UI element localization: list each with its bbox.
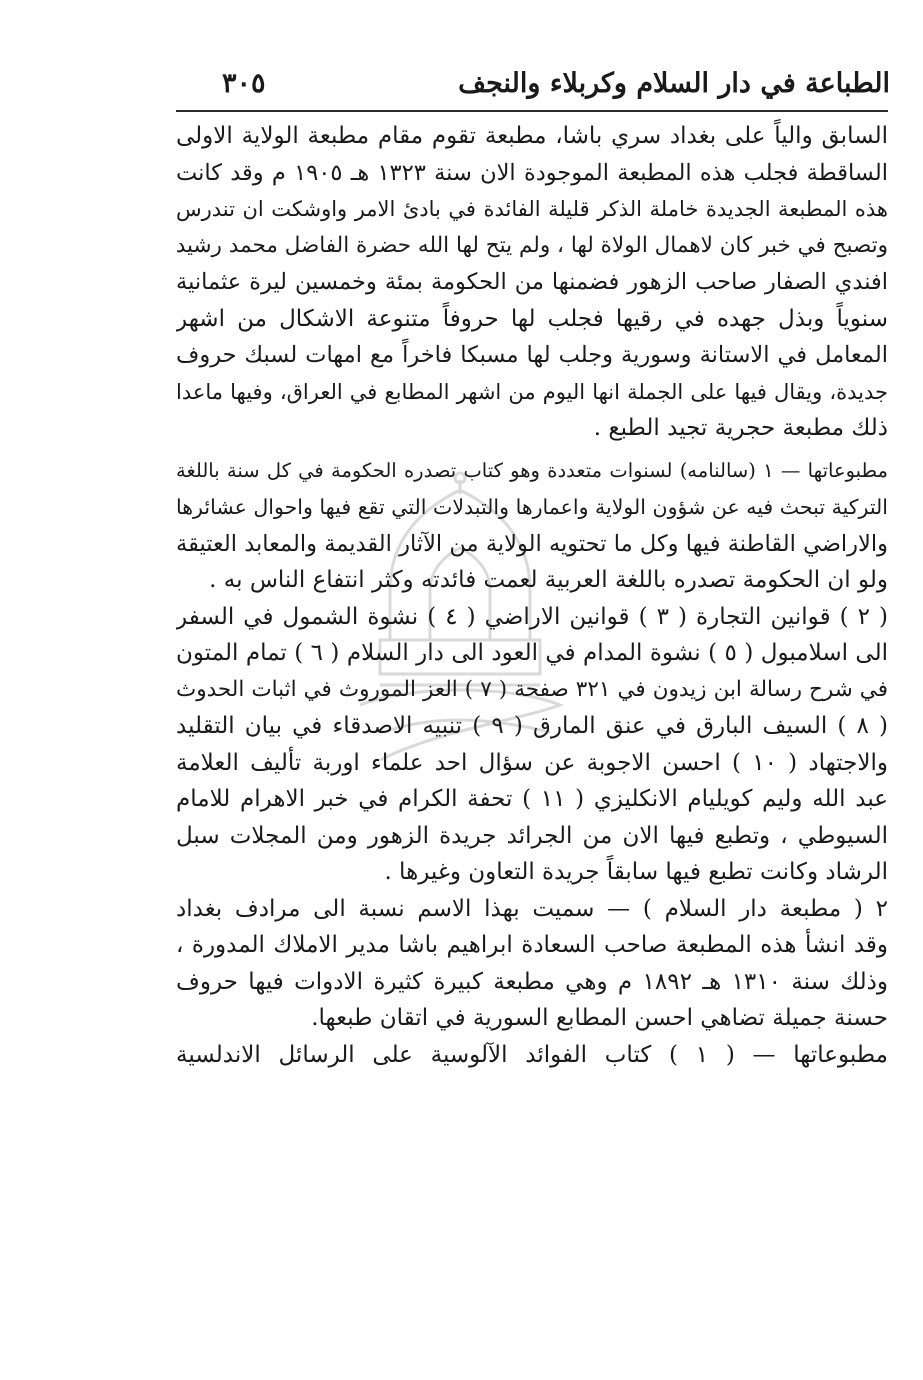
text-line: ( ٨ ) السيف البارق في عنق المارق ( ٩ ) تنبيه الاصدقاء في بيان التقليد — [176, 713, 888, 739]
text-line: الى اسلامبول ( ٥ ) نشوة المدام في العود الى دار السلام ( ٦ ) تمام المتون — [176, 640, 888, 666]
text-line: مطبوعاتها — ( ١ ) كتاب الفوائد الآلوسية على الرسائل الاندلسية — [176, 1041, 888, 1068]
text-line: مطبوعاتها — ١ (سالنامه) لسنوات متعددة وهو كتاب تصدره الحكومة في كل سنة باللغة — [176, 458, 888, 482]
text-line: المعامل في الاستانة وسورية وجلب لها مسبكا فاخراً مع امهات لسبك حروف — [176, 342, 888, 368]
page-number: ٣٠٥ — [222, 68, 266, 99]
text-line: ولو ان الحكومة تصدره باللغة العربية لعمت فائدته وكثر انتفاع الناس به . — [209, 567, 888, 593]
text-line: حسنة جميلة تضاهي احسن المطابع السورية في اتقان طبعها. — [311, 1005, 888, 1031]
page-body — [176, 118, 888, 1073]
text-line: في شرح رسالة ابن زيدون في ٣٢١ صفحة ( ٧ ) العز الموروث في اثبات الحدوث — [176, 676, 888, 702]
text-line: عبد الله وليم كويليام الانكليزي ( ١١ ) تحفة الكرام في خبر الاهرام للامام — [176, 786, 888, 812]
text-line: السيوطي ، وتطبع فيها الان من الجرائد جريدة الزهور ومن المجلات سبل — [176, 822, 888, 849]
text-line: الساقطة فجلب هذه المطبعة الموجودة الان سنة ١٣٢٣ هـ ١٩٠٥ م وقد كانت — [176, 159, 888, 186]
running-title: الطباعة في دار السلام وكربلاء والنجف — [458, 68, 890, 99]
text-line: هذه المطبعة الجديدة خاملة الذكر قليلة الفائدة في بادئ الامر واوشكت ان تندرس — [176, 197, 888, 221]
text-line: ذلك مطبعة حجرية تجيد الطبع . — [593, 415, 888, 441]
text-line: والاجتهاد ( ١٠ ) احسن الاجوبة عن سؤال احد علماء اوربة تأليف العلامة — [176, 749, 888, 776]
text-line: السابق والياً على بغداد سري باشا، مطبعة تقوم مقام مطبعة الولاية الاولى — [176, 123, 888, 149]
text-line: والاراضي القاطنة فيها وكل ما تحتويه الولاية من الآثار القديمة والمعابد العتيقة — [176, 530, 888, 557]
text-line: ٢ ( مطبعة دار السلام ) — سميت بهذا الاسم نسبة الى مرادف بغداد — [176, 895, 888, 922]
text-line: وتصبح في خبر كان لاهمال الولاة لها ، ولم يتح لها الله حضرة الفاضل محمد رشيد — [176, 232, 888, 258]
header-rule — [176, 110, 888, 112]
text-line: جديدة، ويقال فيها على الجملة انها اليوم من اشهر المطابع في العراق، وفيها ماعدا — [176, 379, 888, 404]
text-line: الرشاد وكانت تطبع فيها سابقاً جريدة التعاون وغيرها . — [384, 859, 888, 885]
text-line: سنوياً وبذل جهده في رقيها فجلب لها حروفاً متنوعة الاشكال من اشهر — [176, 305, 888, 332]
text-line: ( ٢ ) قوانين التجارة ( ٣ ) قوانين الاراضي ( ٤ ) نشوة الشمول في السفر — [176, 603, 888, 630]
page-header — [180, 62, 890, 106]
text-line: وقد انشأ هذه المطبعة صاحب السعادة ابراهيم باشا مدير الاملاك المدورة ، — [176, 932, 888, 958]
text-line: افندي الصفار صاحب الزهور فضمنها من الحكومة بمئة وخمسين ليرة عثمانية — [176, 269, 888, 295]
text-line: وذلك سنة ١٣١٠ هـ ١٨٩٢ م وهي مطبعة كبيرة كثيرة الادوات فيها حروف — [176, 968, 888, 995]
text-line: التركية تبحث فيه عن شؤون الولاية واعمارها والتبدلات التي تقع فيها واحوال عشائرها — [176, 495, 888, 519]
